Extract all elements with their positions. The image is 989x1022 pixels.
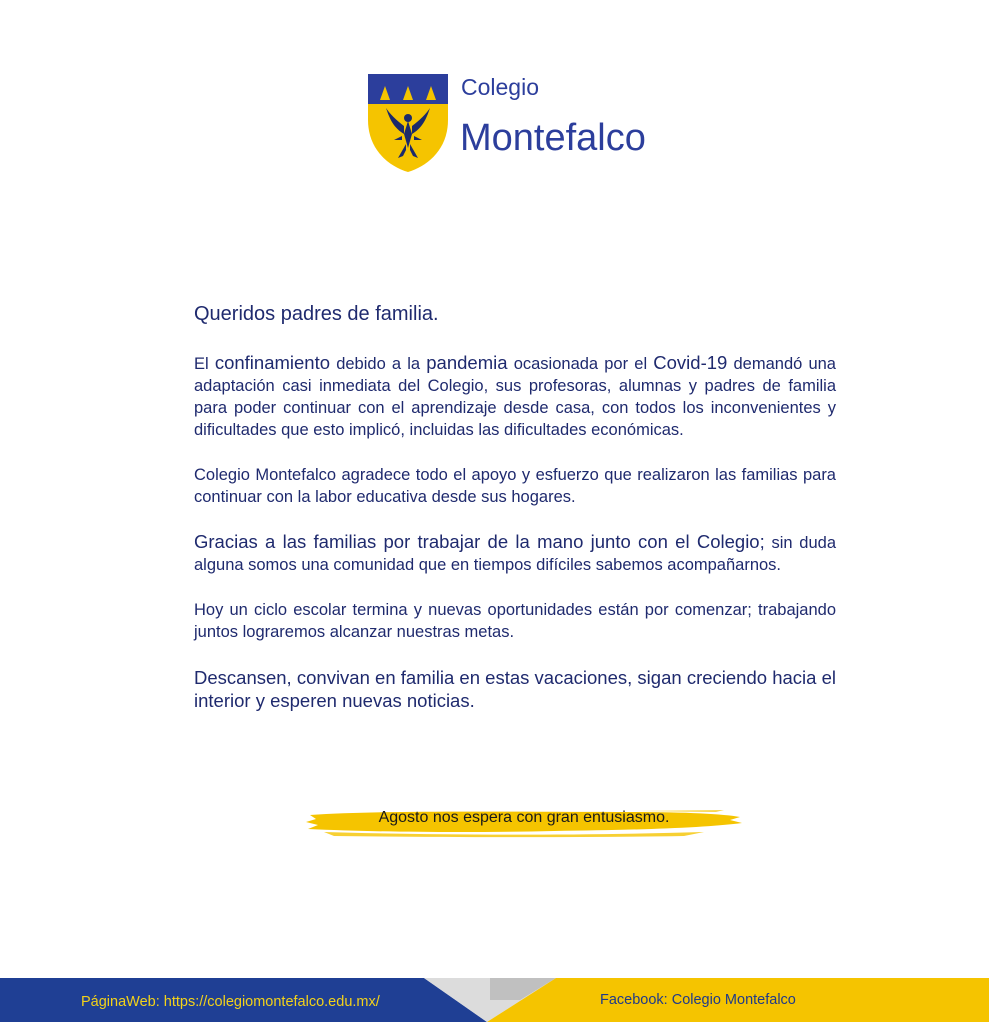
- p1-word-pandemia: pandemia: [426, 352, 508, 373]
- paragraph-new-cycle: Hoy un ciclo escolar termina y nuevas oportunidades están por comenzar; trabajando juntos lograremos alcanzar nuestras metas.: [194, 601, 836, 641]
- logo-text-montefalco: Montefalco: [460, 117, 646, 159]
- p3-lead: Gracias a las familias por trabajar de la mano junto con el Colegio;: [194, 531, 765, 552]
- p1-word-confinamiento: confinamiento: [214, 352, 331, 373]
- logo-text-colegio: Colegio: [461, 74, 539, 100]
- highlight-text: Agosto nos espera con gran entusiasmo.: [378, 809, 670, 826]
- paragraph-community: [194, 531, 836, 576]
- paragraph-confinement: [194, 352, 836, 441]
- footer-facebook-link[interactable]: Facebook: Colegio Montefalco: [600, 992, 796, 1008]
- p1-text-3: ocasionada por el: [507, 355, 654, 373]
- paragraph-vacation: Descansen, convivan en familia en estas vacaciones, sigan creciendo hacia el interior y esperen nuevas noticias.: [194, 667, 836, 711]
- p1-text-2: debido a la: [330, 355, 427, 373]
- eagle-shield-icon: [368, 74, 448, 172]
- p1-text-1: El: [194, 355, 215, 373]
- greeting: Queridos padres de familia.: [194, 303, 439, 325]
- p1-text-4: demandó una adaptación casi inmediata del Colegio, sus profesoras, alumnas y padres de familia para poder continuar con el aprendizaje desde casa, con todos los inconvenientes y dificultades que esto implicó, incluidas las dificultades económicas.: [194, 355, 836, 439]
- footer-website-link[interactable]: PáginaWeb: https://colegiomontefalco.edu.mx/: [81, 994, 380, 1010]
- highlight-banner: [304, 806, 744, 838]
- footer: [0, 978, 989, 1022]
- p1-word-covid: Covid-19: [653, 352, 728, 373]
- paragraph-thanks: Colegio Montefalco agradece todo el apoyo y esfuerzo que realizaron las familias para continuar con la labor educativa desde sus hogares.: [194, 466, 836, 506]
- p3-rest: sin duda alguna somos una comunidad que en tiempos difíciles sabemos acompañarnos.: [194, 534, 836, 574]
- letter-body: [194, 300, 836, 735]
- logo: [368, 74, 668, 174]
